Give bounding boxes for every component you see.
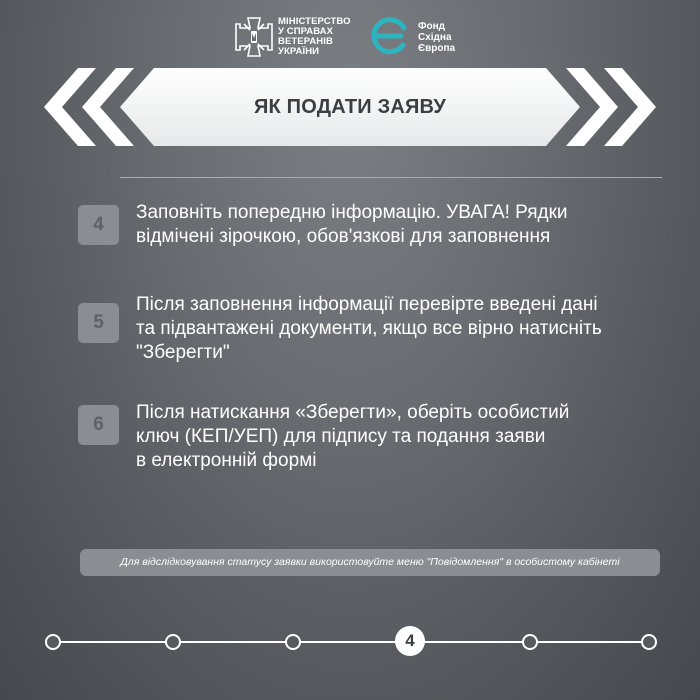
step-number-badge: 4 <box>78 205 119 245</box>
fund-logo <box>370 14 480 60</box>
ministry-name-line-1: МІНІСТЕРСТВО <box>278 16 351 27</box>
step-text <box>136 201 676 249</box>
status-note-bar: Для відслідковування статусу заявки використовуйте меню "Повідомлення" в особистому кабінеті <box>80 549 660 576</box>
fund-name-line-3: Європа <box>418 43 456 54</box>
step-text-line: Після натискання «Зберегти», оберіть особистий <box>136 402 570 423</box>
step-text-line: та підвантажені документи, якщо все вірно натисніть <box>136 318 602 339</box>
title-banner <box>0 68 700 146</box>
pagination-dot[interactable] <box>522 634 538 650</box>
pagination-dot[interactable] <box>165 634 181 650</box>
page-title: ЯК ПОДАТИ ЗАЯВУ <box>253 96 447 118</box>
pagination-dot[interactable] <box>285 634 301 650</box>
ministry-name-line-2: У СПРАВАХ <box>278 26 334 37</box>
pagination-dot[interactable] <box>641 634 657 650</box>
step-text-line: Після заповнення інформації перевірте введені дані <box>136 294 598 315</box>
ministry-cross-emblem-icon <box>234 16 274 58</box>
step-text-line: відмічені зірочкою, обов'язкові для заповнення <box>136 226 551 247</box>
fund-e-logo-icon <box>370 16 410 56</box>
logo-row <box>0 14 700 60</box>
fund-name-line-2: Східна <box>418 32 452 43</box>
ministry-name-line-4: УКРАЇНИ <box>278 46 320 57</box>
step-number-badge: 5 <box>78 303 119 343</box>
step-text-line: ключ (КЕП/УЕП) для підпису та подання заяви <box>136 426 546 447</box>
pagination-current-page[interactable]: 4 <box>395 626 425 656</box>
ministry-name-line-3: ВЕТЕРАНІВ <box>278 36 333 47</box>
divider <box>120 177 662 178</box>
step-text <box>136 293 676 365</box>
step-text-line: в електронній формі <box>136 450 317 471</box>
fund-name-line-1: Фонд <box>418 21 446 32</box>
pagination-track <box>52 641 648 643</box>
pagination-dot[interactable] <box>45 634 61 650</box>
step-text-line: "Зберегти" <box>136 342 230 363</box>
step-text-line: Заповніть попередню інформацію. УВАГА! Рядки <box>136 202 568 223</box>
pagination <box>0 620 700 664</box>
ministry-logo <box>234 16 364 58</box>
step-text <box>136 401 676 473</box>
step-number-badge: 6 <box>78 405 119 445</box>
